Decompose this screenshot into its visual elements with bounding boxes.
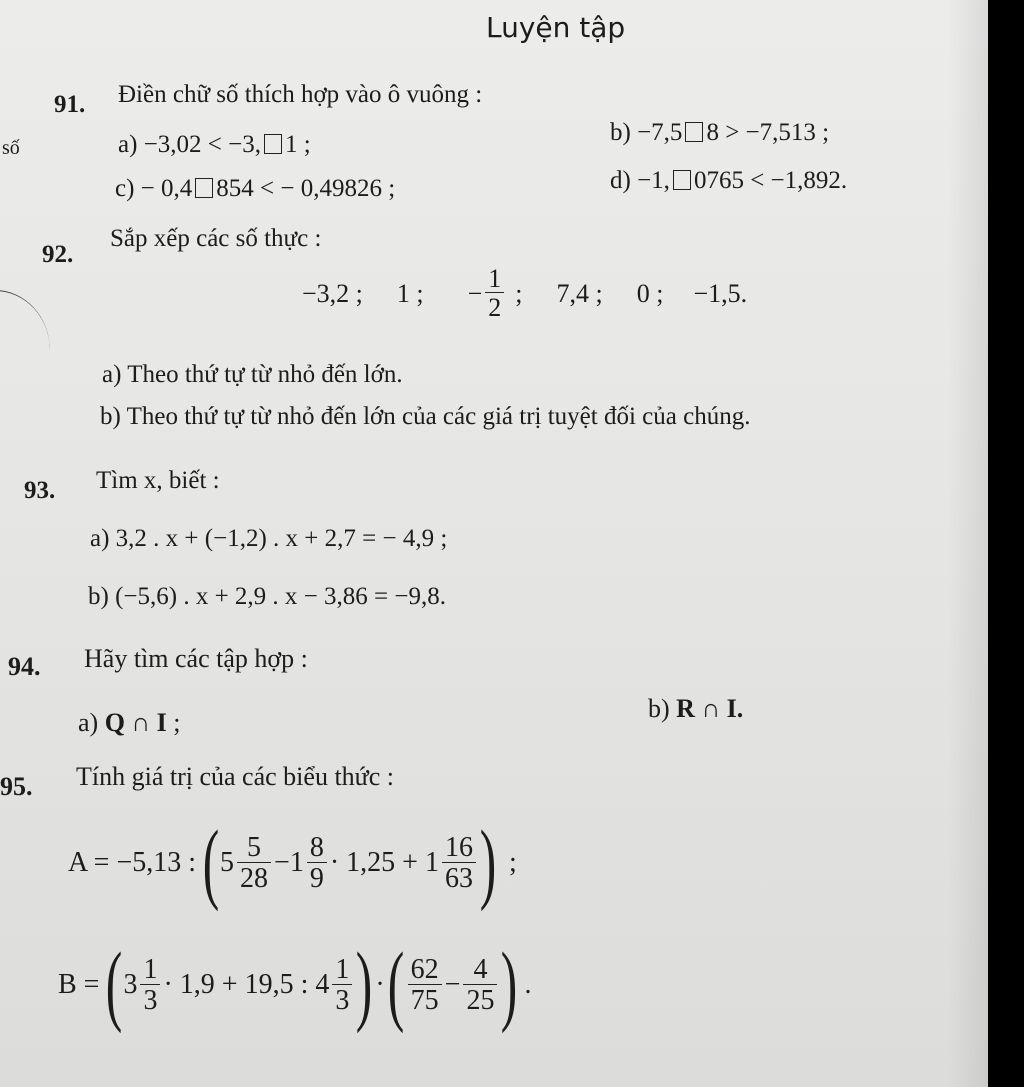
mixed-whole: 3: [123, 969, 138, 1000]
fraction-numerator: 16: [444, 831, 473, 863]
exercise-91-c: [115, 176, 395, 201]
number-item: 7,4 ;: [556, 278, 603, 308]
expr-right: 1 ;: [284, 131, 311, 158]
fraction-numerator: 5: [247, 831, 262, 863]
right-paren: ): [501, 935, 518, 1034]
number-item: −1,5.: [693, 278, 748, 308]
set-expression: Q ∩ I: [104, 708, 167, 737]
right-paren: ): [479, 813, 497, 912]
fraction-denominator: 3: [140, 984, 160, 1015]
fraction-numerator: 1: [488, 264, 502, 293]
fraction: [237, 831, 271, 894]
separator: ;: [173, 708, 181, 737]
separator: ;: [508, 847, 517, 878]
operator: −1: [274, 847, 304, 878]
fraction-denominator: 2: [485, 292, 504, 321]
expression-b: [58, 935, 532, 1034]
fraction: [307, 831, 327, 894]
exercise-91-prompt: Điền chữ số thích hợp vào ô vuông :: [118, 81, 483, 108]
separator: ;: [515, 278, 523, 308]
fraction: [485, 266, 504, 321]
expression-b-lhs: B =: [58, 969, 100, 1000]
expr-left: −7,5: [637, 119, 683, 146]
item-label: b): [610, 119, 631, 146]
operator: · 1,25 + 1: [329, 847, 439, 878]
fraction-numerator: 62: [410, 953, 439, 985]
number-item: −3,2 ;: [302, 278, 363, 308]
fraction-denominator: 25: [463, 984, 497, 1015]
page-edge-shadow: [948, 0, 988, 1087]
number-item: 1 ;: [396, 278, 424, 308]
fraction: [140, 953, 160, 1016]
expression-a-lhs: A = −5,13 :: [68, 847, 197, 878]
blank-box: [195, 178, 213, 198]
fraction-numerator: 8: [309, 831, 324, 863]
exercise-94-a: [78, 710, 180, 736]
item-label: b): [648, 694, 670, 723]
exercise-92-a: a) Theo thứ tự từ nhỏ đến lớn.: [102, 361, 403, 388]
expr-right: 0765 < −1,892.: [693, 167, 848, 194]
exercise-91-number: 91.: [54, 91, 86, 118]
item-label: a): [118, 131, 138, 158]
margin-note: số: [2, 137, 20, 159]
left-paren: (: [106, 935, 123, 1034]
fraction: [463, 953, 497, 1016]
exercise-92-number: 92.: [42, 241, 74, 268]
blank-box: [685, 122, 703, 142]
blank-box: [264, 134, 282, 154]
page-title: Luyện tập: [486, 11, 626, 44]
exercise-91-d: [610, 168, 847, 193]
fraction-denominator: 75: [408, 984, 442, 1015]
exercise-93-prompt: Tìm x, biết :: [96, 467, 220, 494]
exercise-94-b: [648, 696, 743, 722]
operator: ·: [375, 969, 385, 1000]
fraction-denominator: 9: [307, 862, 327, 893]
exercise-95-prompt: Tính giá trị của các biểu thức :: [76, 762, 395, 791]
expression-a: [68, 813, 517, 912]
blank-box: [673, 170, 691, 190]
exercise-92-b: b) Theo thứ tự từ nhỏ đến lớn của các giá trị tuyệt đối của chúng.: [100, 403, 751, 430]
item-label: d): [610, 167, 631, 194]
exercise-94-number: 94.: [8, 652, 41, 681]
fraction-denominator: 3: [332, 984, 352, 1015]
exercise-94-prompt: Hãy tìm các tập hợp :: [84, 644, 308, 673]
separator: .: [524, 969, 532, 1000]
mixed-whole: 5: [220, 847, 235, 878]
operator: −: [444, 969, 461, 1000]
set-expression: R ∩ I.: [676, 694, 744, 723]
right-paren: ): [356, 935, 373, 1034]
margin-curve-decoration: [0, 290, 50, 411]
fraction-numerator: 1: [335, 953, 350, 985]
fraction-sign: −: [467, 278, 483, 308]
expr-right: 854 < − 0,49826 ;: [216, 175, 396, 202]
exercise-93-b: b) (−5,6) . x + 2,9 . x − 3,86 = −9,8.: [88, 583, 446, 610]
fraction-denominator: 28: [237, 862, 271, 893]
left-paren: (: [202, 813, 220, 912]
expr-left: −1,: [637, 167, 670, 194]
item-label: c): [115, 175, 135, 202]
exercise-93-number: 93.: [24, 477, 56, 504]
fraction: [442, 831, 476, 894]
expr-right: 8 > −7,513 ;: [706, 119, 830, 146]
exercise-92-numbers: [302, 266, 747, 321]
fraction: [332, 953, 352, 1016]
exercise-93-a: a) 3,2 . x + (−1,2) . x + 2,7 = − 4,9 ;: [90, 525, 448, 552]
exercise-91-a: [118, 132, 311, 157]
fraction-numerator: 4: [473, 953, 488, 985]
fraction-denominator: 63: [442, 862, 476, 893]
fraction: [408, 953, 442, 1016]
number-item: 0 ;: [636, 278, 664, 308]
fraction-numerator: 1: [143, 953, 158, 985]
operator: · 1,9 + 19,5 : 4: [163, 969, 330, 1000]
expr-left: − 0,4: [140, 175, 193, 202]
expr-left: −3,02 < −3,: [143, 131, 261, 158]
exercise-92-prompt: Sắp xếp các số thực :: [110, 225, 322, 252]
exercise-95-number: 95.: [0, 772, 33, 801]
item-label: a): [78, 708, 99, 737]
exercise-91-b: [610, 120, 829, 145]
left-paren: (: [387, 935, 404, 1034]
